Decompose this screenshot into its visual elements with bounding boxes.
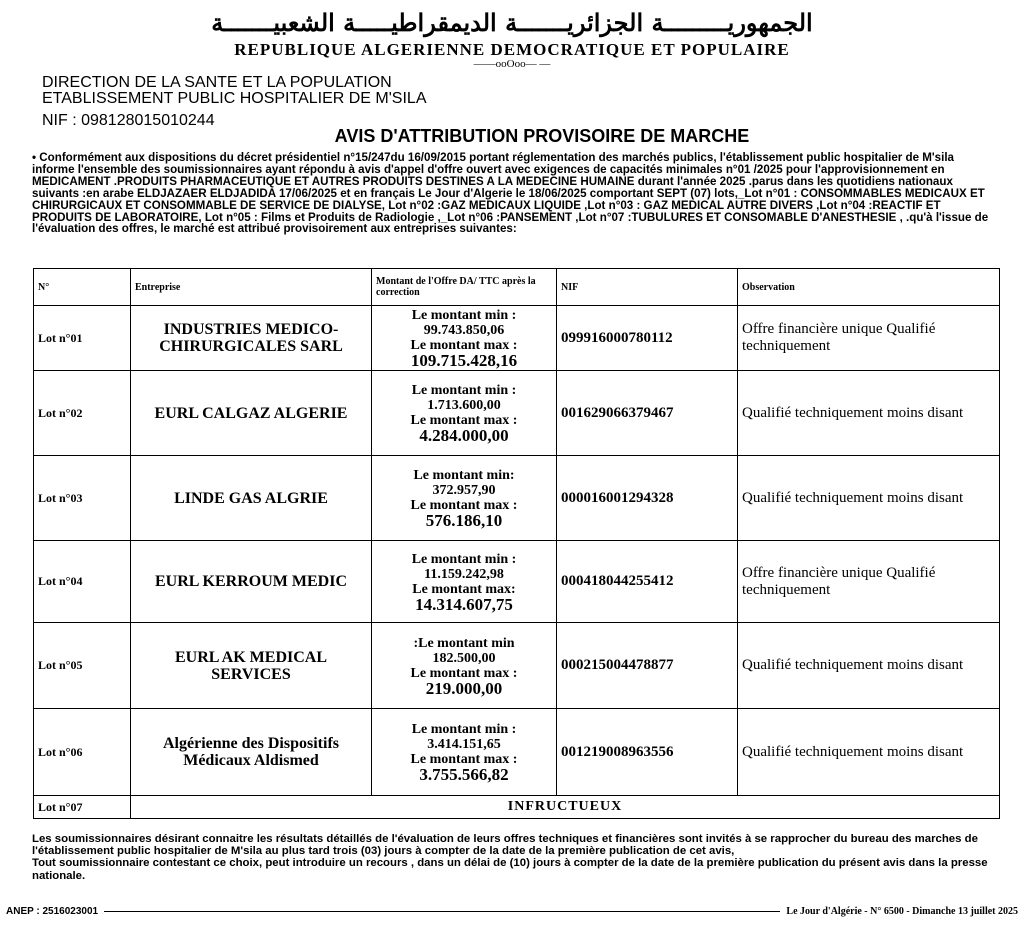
observation: Qualifié techniquement moins disant <box>738 623 1000 709</box>
table-row <box>34 541 1000 623</box>
max-amount: 14.314.607,75 <box>415 594 513 614</box>
footer-divider <box>104 911 780 912</box>
lot7-status: INFRUCTUEUX <box>131 796 1000 819</box>
montant-cell <box>372 541 557 623</box>
table-row <box>34 306 1000 371</box>
header-number: N° <box>34 269 131 306</box>
montant-cell <box>372 306 557 371</box>
min-amount: 1.713.600,00 <box>427 398 501 413</box>
republic-title: REPUBLIQUE ALGERIENNE DEMOCRATIQUE ET POPULAIRE <box>234 40 790 59</box>
notice-title: AVIS D'ATTRIBUTION PROVISOIRE DE MARCHE <box>334 126 750 146</box>
nif-value: 001629066379467 <box>557 371 738 456</box>
min-amount: 182.500,00 <box>432 650 496 666</box>
max-label: Le montant max : <box>410 413 518 428</box>
lot-number: Lot n°01 <box>34 306 131 371</box>
montant-cell <box>372 623 557 709</box>
attribution-table <box>33 268 1000 819</box>
header-montant: Montant de l'Offre DA/ TTC après la correction <box>372 269 557 306</box>
etablissement-line: ETABLISSEMENT PUBLIC HOSPITALIER DE M'SILA <box>42 90 427 107</box>
max-amount: 109.715.428,16 <box>410 351 518 370</box>
nif-value: 000016001294328 <box>557 456 738 541</box>
observation: Qualifié techniquement moins disant <box>738 709 1000 796</box>
table-row <box>34 371 1000 456</box>
header-entreprise: Entreprise <box>131 269 372 306</box>
max-amount: 576.186,10 <box>425 511 503 530</box>
closing-paragraph-1: Les soumissionnaires désirant connaitre les résultats détaillés de l'évaluation de leurs offres techniques et financières sont invités à se rapprocher du bureau des marches de l'établissement public hospitalier de M'sila au plus tard trois (03) jours à compter de la date de la première publication de cet avis, <box>32 833 978 858</box>
min-label: Le montant min : <box>411 722 517 737</box>
entreprise-name: EURL KERROUM MEDIC <box>131 541 372 623</box>
header-nif: NIF <box>557 269 738 306</box>
header-observation: Observation <box>738 269 1000 306</box>
table-row <box>34 709 1000 796</box>
montant-cell <box>372 456 557 541</box>
nif-value: 099916000780112 <box>557 306 738 371</box>
nif-value: 000215004478877 <box>557 623 738 709</box>
min-label: Le montant min : <box>411 383 517 398</box>
table-row-lot7 <box>34 796 1000 819</box>
min-amount: 3.414.151,65 <box>427 737 501 752</box>
nif-line: NIF : 098128015010244 <box>42 112 215 129</box>
closing-paragraph-2: Tout soumissionnaire contestant ce choix, peut introduire un recours , dans un délai de (10) jours à compter de la date de la première publication du présent avis dans la presse nationale. <box>32 857 988 882</box>
min-label: Le montant min : <box>411 551 517 567</box>
direction-line: DIRECTION DE LA SANTE ET LA POPULATION <box>42 74 392 91</box>
entreprise-name: LINDE GAS ALGRIE <box>131 456 372 541</box>
lot-number: Lot n°05 <box>34 623 131 709</box>
max-label: Le montant max : <box>410 338 518 353</box>
min-label: Le montant min : <box>411 308 517 323</box>
lot-number: Lot n°06 <box>34 709 131 796</box>
intro-paragraph: • Conformément aux dispositions du décret présidentiel n°15/247du 16/09/2015 portant réglementation des marchés publics, l'établissement public hospitalier de M'sila informe l'ensemble des soumissionnaires ayant répondu à avis d'appel d'offre ouvert avec exigences de capacités minimales n°01 /2025 pour l'approvisionnement en MEDICAMENT .PRODUITS PHARMACEUTIQUE ET AUTRES PRODUITS DESTINES A LA MEDECINE HUMAINE durant l'année 2025 .parus dans les quotidiens nationaux suivants :en arabe ELDJAZAER ELDJADIDA 17/06/2025 et en français Le Jour d'Algerie le 18/06/2025 comportant SEPT (07) lots,_Lot n°01 : CONSOMMABLES MEDICAUX ET CHIRURGICAUX ET CONSOMMABLE DE SERVICE DE DIALYSE, Lot n°02 :GAZ MEDICAUX LIQUIDE ,Lot n°03 : GAZ MEDICAL AUTRE DIVERS ,Lot n°04 :REACTIF ET PRODUITS DE LABORATOIRE, Lot n°05 : Films et Produits de Radiologie ,_Lot n°06 :PANSEMENT ,Lot n°07 :TUBULURES ET CONSOMABLE D'ANESTHESIE , .qu'à l'issue de l'évaluation des offres, le marché est attribué provisoirement aux entreprises suivantes: <box>32 151 989 236</box>
min-amount: 11.159.242,98 <box>424 566 504 582</box>
arabic-title: الجمهوريـــــــــة الجزائريـــــــة الديمقراطيـــــة الشعبيـــــــة <box>211 8 813 37</box>
montant-cell <box>372 371 557 456</box>
max-label: Le montant max : <box>410 665 518 681</box>
max-amount: 4.284.000,00 <box>419 426 509 445</box>
max-label: Le montant max : <box>410 752 518 767</box>
lot-number: Lot n°02 <box>34 371 131 456</box>
max-label: Le montant max: <box>412 581 516 597</box>
max-amount: 219.000,00 <box>425 678 503 698</box>
publication-info: Le Jour d'Algérie - N° 6500 - Dimanche 13 juillet 2025 <box>786 906 1018 917</box>
table-row <box>34 456 1000 541</box>
entreprise-name: Algérienne des Dispositifs Médicaux Aldismed <box>131 709 372 796</box>
min-label: Le montant min: <box>413 468 515 483</box>
lot-number: Lot n°03 <box>34 456 131 541</box>
footer <box>6 906 1018 917</box>
min-amount: 99.743.850,06 <box>423 323 505 338</box>
observation: Offre financière unique Qualifié techniquement <box>738 541 1000 623</box>
anep-reference: ANEP : 2516023001 <box>6 906 99 917</box>
lot-number: Lot n°07 <box>34 796 131 819</box>
observation: Qualifié techniquement moins disant <box>738 456 1000 541</box>
entreprise-name: EURL AK MEDICAL SERVICES <box>131 623 372 709</box>
max-amount: 3.755.566,82 <box>419 765 509 784</box>
montant-cell <box>372 709 557 796</box>
nif-value: 001219008963556 <box>557 709 738 796</box>
table-row <box>34 623 1000 709</box>
ornament: ——ooOoo— — <box>473 58 551 70</box>
entreprise-name: EURL CALGAZ ALGERIE <box>131 371 372 456</box>
closing-text <box>32 833 992 882</box>
min-label: :Le montant min <box>413 635 515 651</box>
max-label: Le montant max : <box>410 498 518 513</box>
observation: Offre financière unique Qualifié techniquement <box>738 306 1000 371</box>
min-amount: 372.957,90 <box>432 483 496 498</box>
lot-number: Lot n°04 <box>34 541 131 623</box>
nif-value: 000418044255412 <box>557 541 738 623</box>
table-header-row <box>34 269 1000 306</box>
entreprise-name: INDUSTRIES MEDICO-CHIRURGICALES SARL <box>131 306 372 371</box>
observation: Qualifié techniquement moins disant <box>738 371 1000 456</box>
